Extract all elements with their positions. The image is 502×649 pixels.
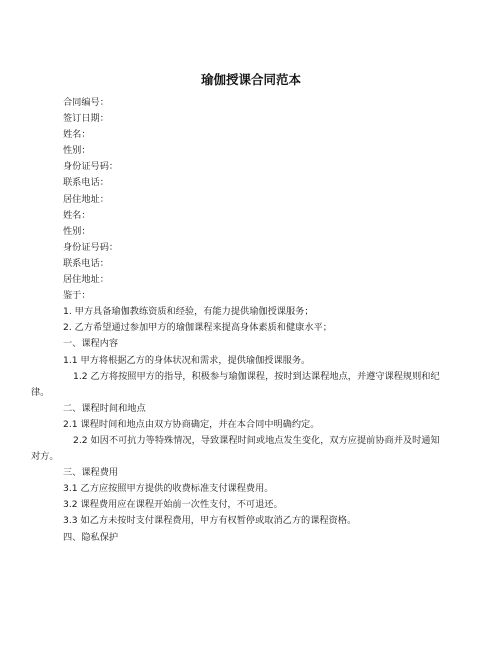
field-party-a-name: 姓名： xyxy=(63,129,91,141)
document-title: 瑜伽授课合同范本 xyxy=(200,72,301,87)
section-heading: 三、课程费用 xyxy=(63,467,119,479)
section-heading: 四、隐私保护 xyxy=(63,531,119,543)
recitals-heading: 鉴于： xyxy=(63,290,91,302)
field-party-b-name: 姓名： xyxy=(63,209,91,221)
field-party-b-address: 居住地址： xyxy=(63,274,109,286)
field-contract-number: 合同编号： xyxy=(63,97,109,108)
field-party-b-gender: 性别： xyxy=(63,225,91,237)
clause: 1.1 甲方将根据乙方的身体状况和需求，提供瑜伽授课服务。 xyxy=(63,354,311,366)
clause: 3.3 如乙方未按时支付课程费用，甲方有权暂停或取消乙方的课程资格。 xyxy=(63,515,357,527)
section-heading: 一、课程内容 xyxy=(63,338,119,350)
field-sign-date: 签订日期： xyxy=(63,113,109,125)
section-heading: 二、课程时间和地点 xyxy=(63,402,146,414)
recital-item: 2. 乙方希望通过参加甲方的瑜伽课程来提高身体素质和健康水平； xyxy=(63,322,332,334)
field-party-b-phone: 联系电话： xyxy=(63,257,109,269)
field-party-b-id: 身份证号码： xyxy=(63,241,119,253)
recital-item: 1. 甲方具备瑜伽教练资质和经验，有能力提供瑜伽授课服务； xyxy=(63,306,314,318)
field-party-a-phone: 联系电话： xyxy=(63,177,109,189)
clause: 3.1 乙方应按照甲方提供的收费标准支付课程费用。 xyxy=(63,483,274,495)
clause: 1.2 乙方将按照甲方的指导，积极参与瑜伽课程，按时到达课程地点，并遵守课程规则和纪律。 xyxy=(31,370,440,398)
field-party-a-id: 身份证号码： xyxy=(63,161,119,173)
document-body xyxy=(31,95,443,546)
clause: 3.2 课程费用应在课程开始前一次性支付，不可退还。 xyxy=(63,499,283,511)
clause: 2.1 课程时间和地点由双方协商确定，并在本合同中明确约定。 xyxy=(63,418,320,430)
field-party-a-address: 居住地址： xyxy=(63,193,109,205)
clause: 2.2 如因不可抗力等特殊情况，导致课程时间或地点发生变化，双方应提前协商并及时通知对方。 xyxy=(31,434,440,463)
field-party-a-gender: 性别： xyxy=(63,145,91,157)
